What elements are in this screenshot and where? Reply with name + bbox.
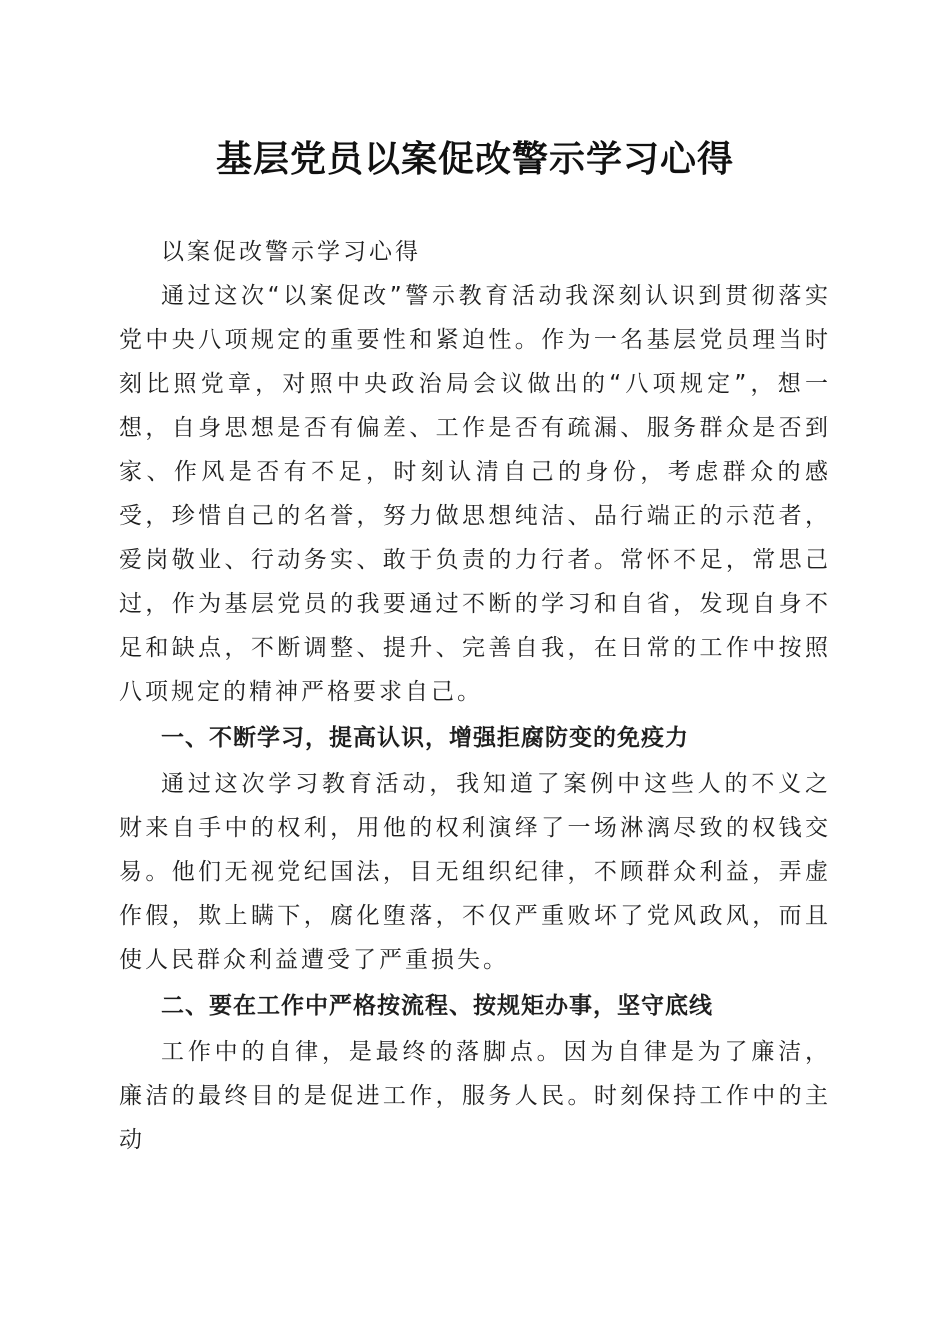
document-title: 基层党员以案促改警示学习心得 [215,138,734,180]
section-2-heading: 二、要在工作中严格按流程、按规矩办事，坚守底线 [161,993,713,1019]
section-1-paragraph: 通过这次学习教育活动，我知道了案例中这些人的不义之财来自手中的权利，用他的权利演绎了一场淋漓尽致的权钱交易。他们无视党纪国法，目无组织纪律，不顾群众利益，弄虚作假，欺上瞒下，腐化堕落，不仅严重败坏了党风政风，而且使人民群众利益遭受了严重损失。 [119,771,831,973]
section-2-paragraph: 工作中的自律，是最终的落脚点。因为自律是为了廉洁，廉洁的最终目的是促进工作，服务人民。时刻保持工作中的主动 [119,1039,831,1153]
document-body [119,230,831,1162]
document-subtitle: 以案促改警示学习心得 [161,239,421,265]
intro-paragraph: 通过这次“以案促改”警示教育活动我深刻认识到贯彻落实党中央八项规定的重要性和紧迫性。作为一名基层党员理当时刻比照党章，对照中央政治局会议做出的“八项规定”，想一想，自身思想是否有偏差、工作是否有疏漏、服务群众是否到家、作风是否有不足，时刻认清自己的身份，考虑群众的感受，珍惜自己的名誉，努力做思想纯洁、品行端正的示范者，爱岗敬业、行动务实、敢于负责的力行者。常怀不足，常思己过，作为基层党员的我要通过不断的学习和自省，发现自身不足和缺点，不断调整、提升、完善自我，在日常的工作中按照八项规定的精神严格要求自己。 [119,283,831,705]
section-1-heading: 一、不断学习，提高认识，增强拒腐防变的免疫力 [161,725,689,751]
